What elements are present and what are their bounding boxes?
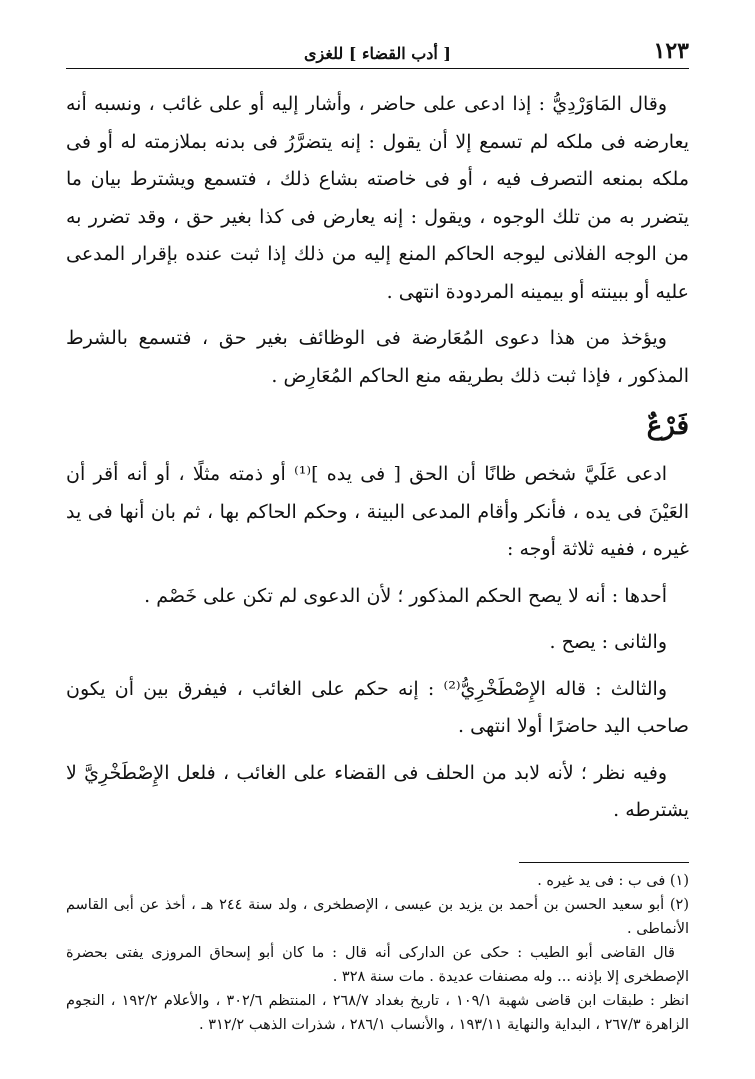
paragraph: أحدها : أنه لا يصح الحكم المذكور ؛ لأن الدعوى لم تكن على خَصْم .	[144, 584, 667, 607]
footnote-divider	[519, 862, 689, 863]
footnote: (٢) أبو سعيد الحسن بن أحمد بن يزيد بن عيسى ، الإصطخرى ، ولد سنة ٢٤٤ هـ ، أخذ عن أبى القاسم الأنماطى .	[66, 897, 690, 937]
paragraph: وفيه نظر ؛ لأنه لابد من الحلف فى القضاء على الغائب ، فلعل الإِصْطَخْرِيَّ لا يشترطه .	[66, 761, 689, 821]
paragraph: والثانى : يصح .	[549, 631, 667, 653]
main-text	[66, 86, 689, 839]
paragraph: والثالث : قاله الإِصْطَخْرِيُّ⁽²⁾ : إنه حكم على الغائب ، فيفرق بين أن يكون صاحب اليد حاضرًا أولا انتهى .	[66, 677, 689, 737]
footnote: (١) فى ب : فى يد غيره .	[537, 873, 689, 889]
paragraph: ادعى عَلَيَّ شخص ظانًا أن الحق [ فى يده ]⁽¹⁾ أو ذمته مثلًا ، أو أنه أقر أن العَيْنَ فى يده ، فأنكر وأقام المدعى البينة ، وحكم الحاكم بها ، ثم بان أنها فى يد غيره ، ففيه ثلاثة أوجه :	[66, 463, 689, 560]
footnote: قال القاضى أبو الطيب : حكى عن الداركى أنه قال : ما كان أبو إسحاق المروزى يفتى بحضرة الإصطخرى إلا بإذنه ... وله مصنفات عديدة . مات سنة ٣٢٨ .	[66, 945, 689, 985]
page-number: ١٢٣	[653, 38, 689, 64]
footnotes	[66, 862, 689, 1037]
paragraph: ويؤخذ من هذا دعوى المُعَارضة فى الوظائف بغير حق ، فتسمع بالشرط المذكور ، فإذا ثبت ذلك بطريقه منع الحاكم المُعَارِض .	[66, 327, 689, 387]
section-heading: فَرْعٌ	[646, 411, 689, 441]
page-header	[66, 26, 689, 69]
running-title: [ أدب القضاء ] للغزى	[304, 44, 451, 63]
paragraph: وقال المَاوَرْدِيُّ : إذا ادعى على حاضر ، وأشار إليه أو على غائب ، ونسبه أنه يعارضه فى ملكه لم تسمع إلا أن يقول : إنه يتضرَّرُ فى بدنه بملازمته له أو فى ملكه بمنعه التصرف فيه ، أو فى خاصته بشاع ذلك ، فتسمع ويشترط بيان ما يتضرر به من تلك الوجوه ، ويقول : إنه يعارض فى كذا بغير حق ، وقد تضرر به من الوجه الفلانى ليوجه الحاكم المنع إليه من ذلك إذا ثبت عنده بإقرار المدعى عليه أو ببينته أو بيمينه المردودة انتهى .	[66, 93, 689, 303]
footnote: انظر : طبقات ابن قاضى شهبة ١٠٩/١ ، تاريخ بغداد ٢٦٨/٧ ، المنتظم ٣٠٢/٦ ، والأعلام ١٩٢/٢ ، النجوم الزاهرة ٢٦٧/٣ ، البداية والنهاية ١٩٣/١١ ، والأنساب ٢٨٦/١ ، شذرات الذهب ٣١٢/٢ .	[66, 993, 689, 1033]
